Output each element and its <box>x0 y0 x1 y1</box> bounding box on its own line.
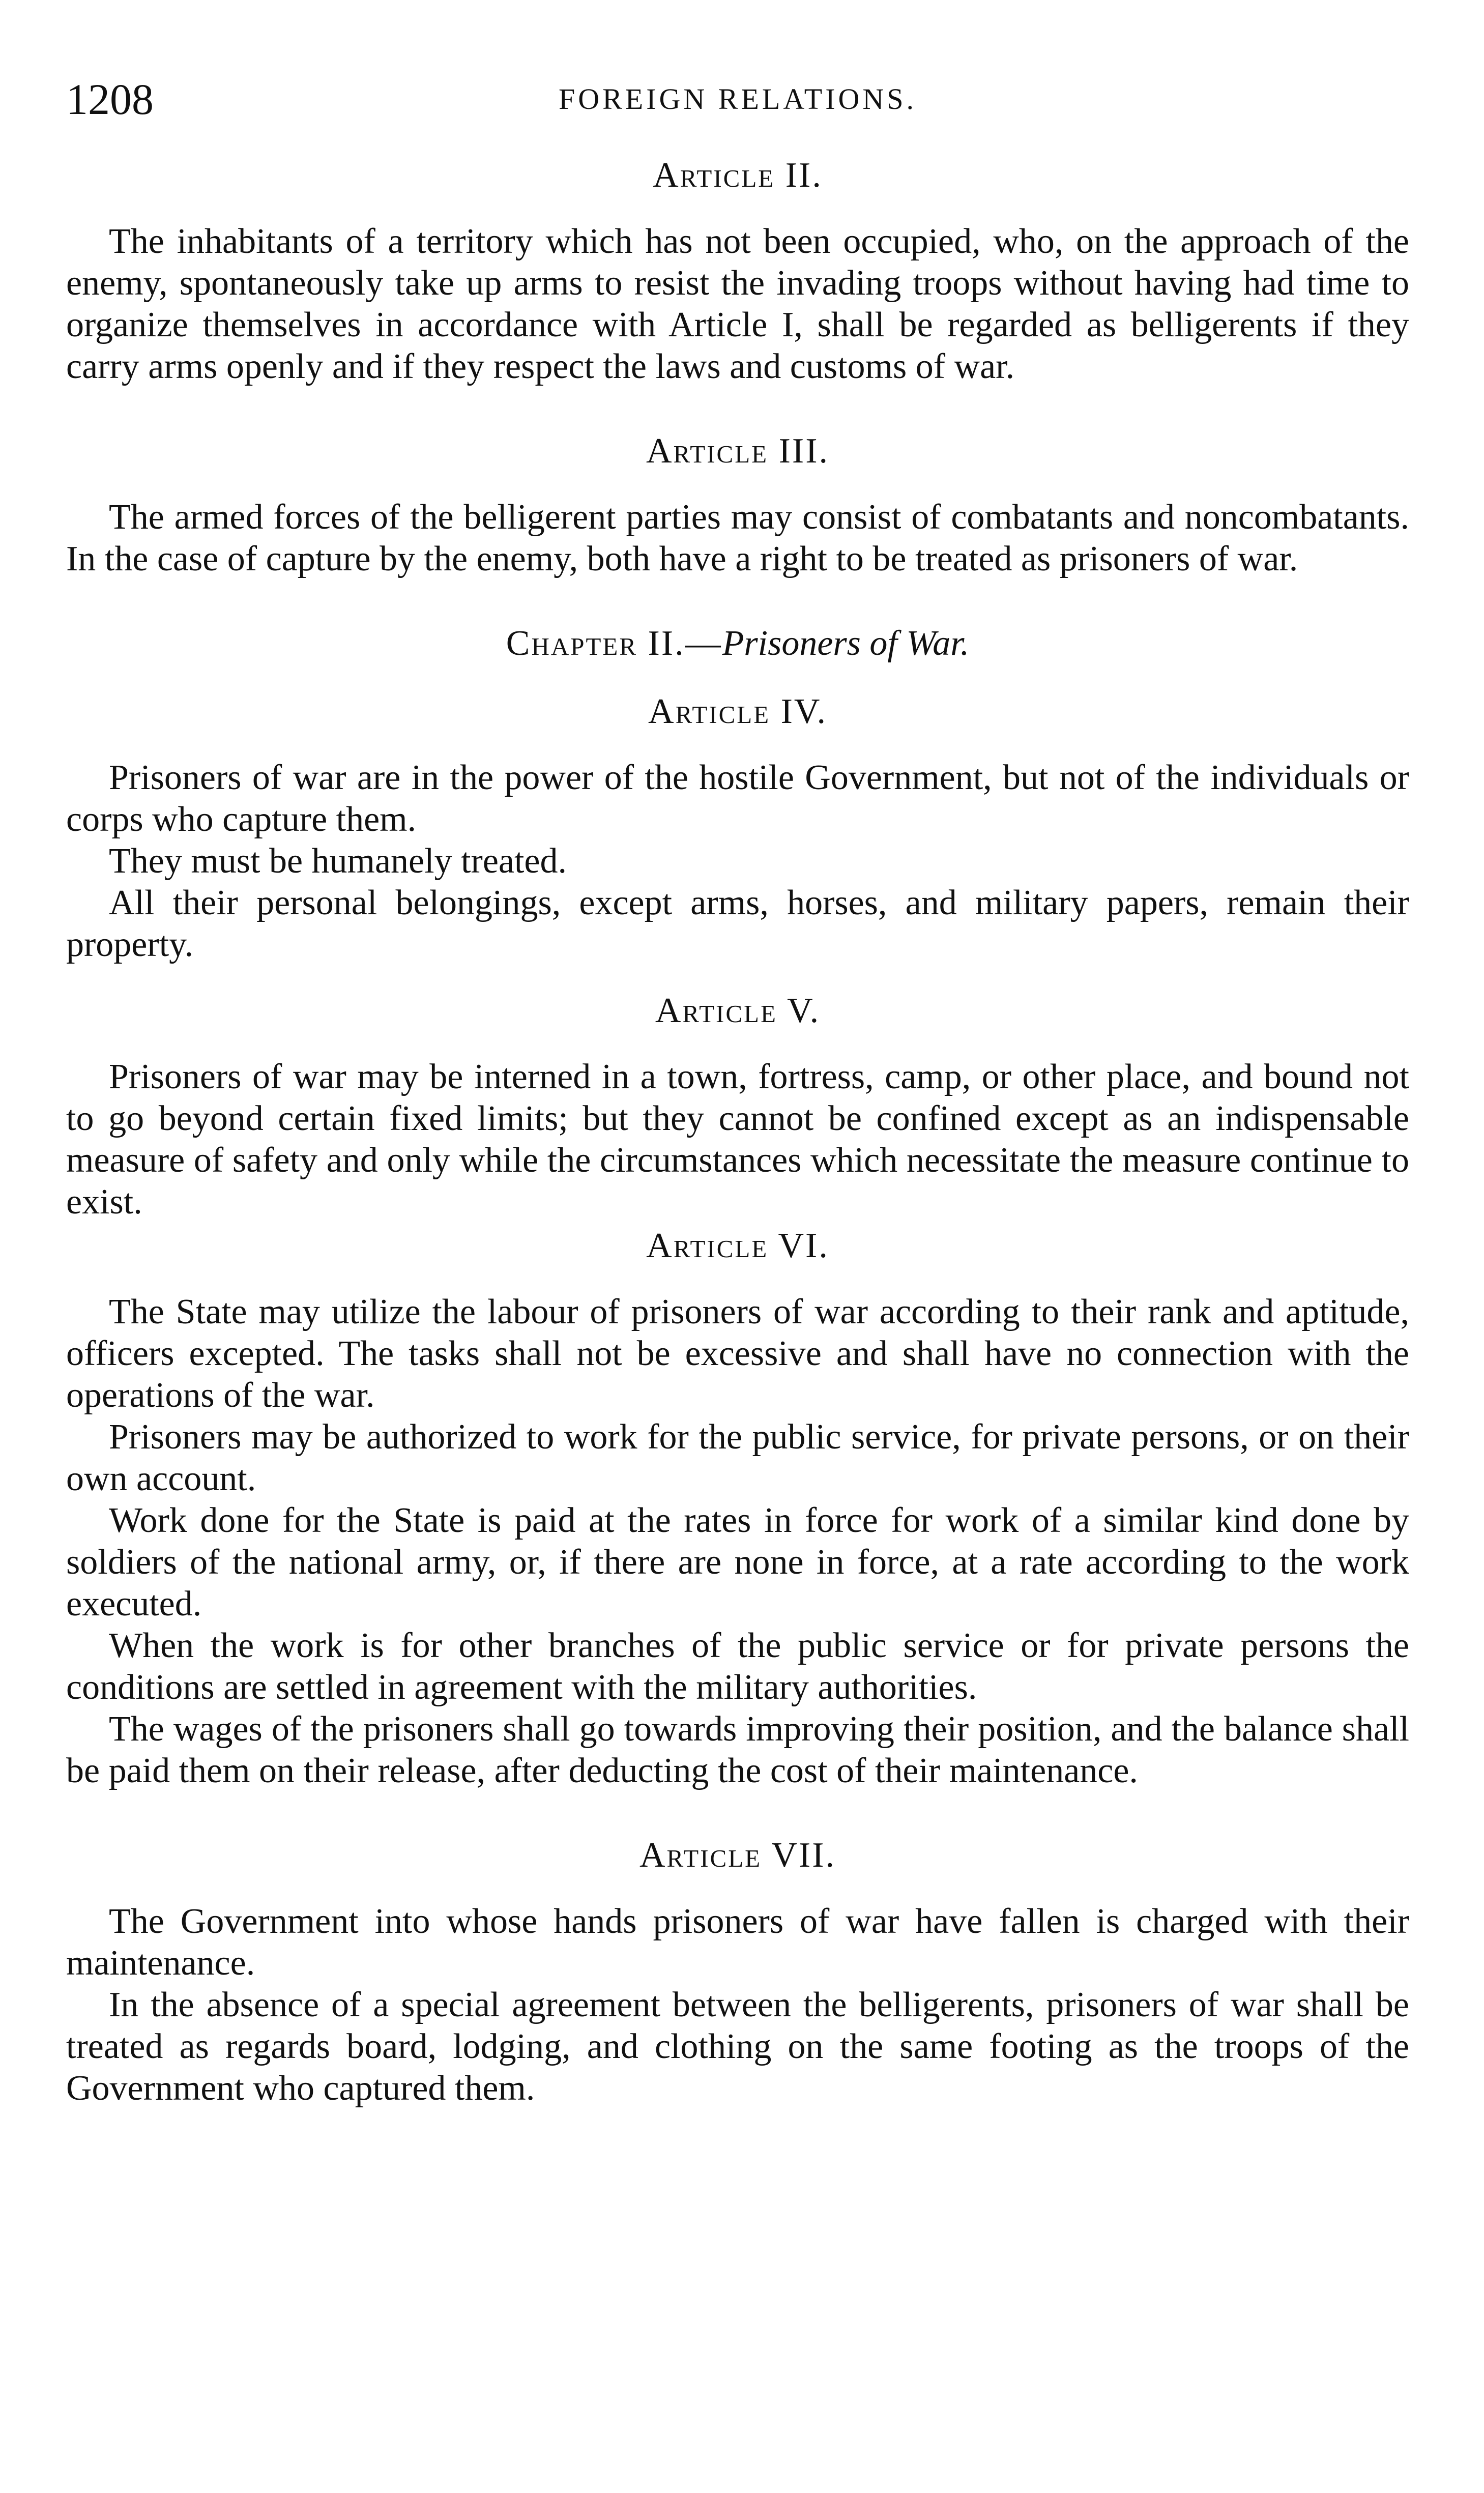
article-heading: Article III. <box>646 431 830 471</box>
article-paragraph: Work done for the State is paid at the rates in force for work of a similar kind done by soldiers of the national army, or, if there are none in force, at a rate according to the work executed. <box>66 1501 1409 1624</box>
article-paragraph: The State may utilize the labour of prisoners of war according to their rank and aptitude, officers excepted. The tasks shall not be excessive and shall have no connection with the operations of the war. <box>66 1292 1409 1415</box>
article-paragraph: The inhabitants of a territory which has not been occupied, who, on the approach of the enemy, spontaneously take up arms to resist the invading troops without having had time to organize themselves in accordance with Article I, shall be regarded as belligerents if they carry arms openly and if they respect the laws and customs of war. <box>66 222 1409 386</box>
chapter-title: Prisoners of War. <box>722 624 970 663</box>
article-paragraph: Prisoners of war may be interned in a town, fortress, camp, or other place, and bound not to go beyond certain fixed limits; but they cannot be confined except as an indispensable measure of safety and only while the circumstances which necessitate the measure continue to exist. <box>66 1057 1409 1222</box>
page-header <box>66 71 1409 127</box>
article-paragraph: Prisoners may be authorized to work for the public service, for private persons, or on their own account. <box>66 1417 1409 1498</box>
article-paragraph: Prisoners of war are in the power of the hostile Government, but not of the individuals or corps who capture them. <box>66 758 1409 839</box>
article-heading: Article V. <box>655 991 821 1030</box>
running-head: FOREIGN RELATIONS. <box>558 82 917 115</box>
article-heading: Article VI. <box>646 1226 829 1265</box>
article-6-section <box>66 1223 1409 1792</box>
article-paragraph: The armed forces of the belligerent parties may consist of combatants and noncombatants. In the case of capture by the enemy, both have a right to be treated as prisoners of war. <box>66 498 1409 578</box>
article-heading: Article VII. <box>639 1836 836 1875</box>
document-body <box>66 153 1409 2109</box>
page-number: 1208 <box>66 75 154 124</box>
chapter-heading <box>66 621 1409 666</box>
chapter-label: Chapter II.— <box>506 624 722 663</box>
article-heading: Article IV. <box>648 692 827 731</box>
article-paragraph: In the absence of a special agreement between the belligerents, prisoners of war shall be treated as regards board, lodging, and clothing on the same footing as the troops of the Government who captured them. <box>66 1985 1409 2108</box>
article-paragraph: The wages of the prisoners shall go towards improving their position, and the balance shall be paid them on their release, after deducting the cost of their maintenance. <box>66 1709 1409 1790</box>
article-paragraph: The Government into whose hands prisoners of war have fallen is charged with their maintenance. <box>66 1902 1409 1983</box>
article-heading: Article II. <box>653 156 823 195</box>
article-paragraph: They must be humanely treated. <box>109 842 567 881</box>
article-7-section <box>66 1833 1409 2109</box>
article-2-section <box>66 153 1409 388</box>
article-3-section <box>66 428 1409 580</box>
article-5-section <box>66 988 1409 1223</box>
article-paragraph: All their personal belongings, except arms, horses, and military papers, remain their property. <box>66 883 1409 964</box>
article-4-section <box>66 689 1409 966</box>
article-paragraph: When the work is for other branches of the public service or for private persons the conditions are settled in agreement with the military authorities. <box>66 1626 1409 1707</box>
